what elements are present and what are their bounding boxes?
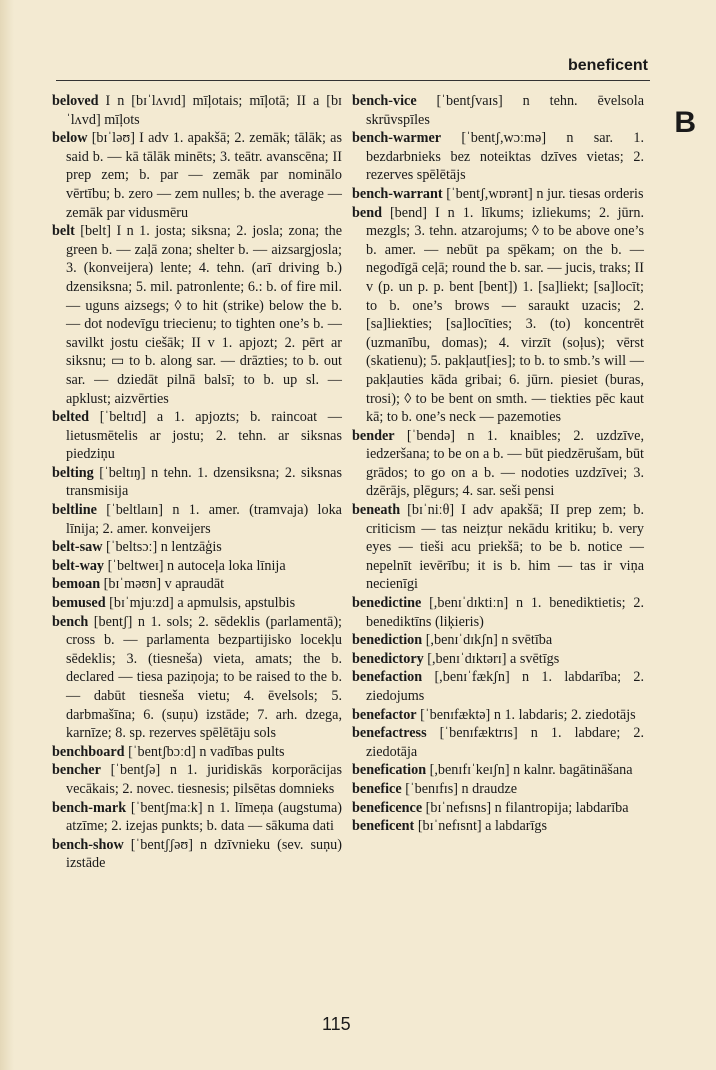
entry-headword: beloved	[52, 93, 99, 109]
entry-headword: bench-warmer	[352, 130, 442, 147]
dictionary-entry	[352, 92, 644, 129]
entry-headword: bencher	[52, 762, 101, 779]
entry-body: [bɪˈləʊ] I adv 1. apakšā; 2. zemāk; tālāk; as said b. — kā tālāk minēts; 3. teātr. avanscēna; II prep zem; b. par — zemāk par nominālo vērtību; b. zero — zem nulles; b. the average — zemāk par vidusmēru	[66, 130, 342, 221]
dictionary-entry	[52, 836, 342, 873]
entry-headword: belt-way	[52, 557, 105, 574]
entry-body: [ˈbeltɪd] a 1. apjozts; b. raincoat — lietusmētelis ar jostu; 2. tehn. ar siksnas piedziņu	[66, 409, 342, 463]
dictionary-entry	[352, 780, 644, 799]
dictionary-entry	[352, 650, 644, 669]
dictionary-entry	[352, 706, 644, 725]
dictionary-entry	[352, 724, 644, 761]
entry-headword: belt-saw	[52, 539, 103, 556]
left-column	[52, 92, 342, 873]
dictionary-entry	[352, 427, 644, 501]
dictionary-entry	[52, 557, 342, 576]
dictionary-entry	[52, 575, 342, 594]
entry-body: [ˈbeltɪŋ] n tehn. 1. dzensiksna; 2. siksnas transmisija	[66, 464, 342, 500]
entry-body: [,benɪˈdɪkʃn] n svētība	[422, 632, 553, 649]
entry-headword: beneath	[352, 502, 401, 519]
entry-headword: bender	[352, 427, 395, 444]
dictionary-entry	[352, 761, 644, 780]
dictionary-entry	[352, 799, 644, 818]
entry-headword: benefactor	[352, 706, 417, 723]
entry-body: [ˈbentʃ,wɒrənt] n jur. tiesas orderis	[442, 185, 644, 202]
entry-headword: bench-mark	[52, 799, 127, 816]
dictionary-entry	[52, 408, 342, 464]
entry-body: [ˈbeltweɪ] n autoceļa loka līnija	[104, 557, 286, 574]
dictionary-entry	[52, 761, 342, 798]
right-column	[352, 92, 644, 836]
dictionary-entry	[52, 538, 342, 557]
dictionary-entry	[52, 222, 342, 408]
entry-body: [ˈbentʃmaːk] n 1. līmeņa (augstuma) atzīme; 2. izejas punkts; b. data — sākuma dati	[66, 799, 342, 835]
entry-headword: benediction	[352, 632, 423, 649]
entry-headword: benefactress	[352, 725, 427, 742]
dictionary-entry	[52, 92, 342, 129]
entry-headword: benefication	[352, 762, 427, 779]
entry-headword: belted	[52, 409, 90, 426]
entry-headword: benedictory	[352, 650, 424, 667]
dictionary-entry	[52, 613, 342, 743]
entry-headword: beneficent	[352, 818, 415, 835]
entry-headword: beneficence	[352, 799, 423, 816]
entry-body: [ˈbentʃə] n 1. juridiskās korporācijas vecākais; 2. novec. tiesnesis; pilsētas domnieks	[66, 762, 342, 797]
dictionary-entry	[52, 594, 342, 613]
entry-headword: benefaction	[352, 669, 423, 686]
entry-body: I n [bɪˈlʌvɪd] mīļotais; mīļotā; II a [bɪˈlʌvd] mīļots	[66, 93, 342, 128]
entry-body: [ˈbenɪfæktə] n 1. labdaris; 2. ziedotājs	[416, 706, 636, 723]
header-rule	[56, 80, 650, 81]
dictionary-entry	[52, 129, 342, 222]
dictionary-entry	[52, 501, 342, 538]
page-binding-edge	[0, 0, 14, 1070]
dictionary-entry	[352, 129, 644, 185]
dictionary-entry	[352, 631, 644, 650]
dictionary-entry	[352, 594, 644, 631]
entry-headword: benchboard	[52, 743, 125, 760]
entry-body: [bɪˈniːθ] I adv apakšā; II prep zem; b. criticism — tas neizțur nekādu kritiku; b. very eyes — tieši acu priekšā; to be b. notice — nepelnīt ievērību; it is b. him — tas ir viņa necienīgi	[366, 502, 644, 593]
entry-headword: benedictine	[352, 595, 422, 612]
entry-headword: bench-warrant	[352, 185, 443, 202]
entry-headword: bench-vice	[352, 93, 417, 109]
dictionary-entry	[52, 799, 342, 836]
entry-body: [ˈbentʃ,wɔːmə] n sar. 1. bezdarbnieks bez noteiktas dzīves vietas; 2. rezerves spēlētājs	[366, 130, 644, 184]
entry-body: [bɪˈmjuːzd] a apmulsis, apstulbis	[105, 595, 296, 612]
entry-body: [bɪˈnefɪsns] n filantropija; labdarība	[422, 799, 629, 816]
page-number: 115	[322, 1014, 351, 1034]
entry-body: [bentʃ] n 1. sols; 2. sēdeklis (parlamentā); cross b. — parlamenta bezpartijisko locekļu sēdeklis; 3. (tiesneša) vieta, amats; the b. declared — tiesa paziņoja; to be raised to the b. — dabūt tiesneša vietu; 4. ēvelsols; 5. darbmašīna; 6. (suņu) izstāde; 7. arh. dzega, karnīze; 8. sp. rezerves spēlētāju sols	[66, 613, 342, 742]
entry-headword: bemused	[52, 595, 106, 612]
entry-headword: bemoan	[52, 576, 101, 593]
dictionary-entry	[52, 743, 342, 762]
entry-body: [,benɪfɪˈkeɪʃn] n kalnr. bagātināšana	[426, 762, 633, 779]
entry-headword: bench-show	[52, 836, 124, 853]
entry-headword: below	[52, 130, 88, 147]
entry-body: [ˈbenɪfɪs] n draudze	[401, 780, 518, 797]
entry-body: [ˈbeltsɔː] n lentzāģis	[102, 539, 222, 556]
guide-word: beneficent	[567, 57, 648, 74]
entry-body: [bɪˈməʊn] v apraudāt	[100, 576, 225, 593]
entry-body: [ˈbenɪfæktrɪs] n 1. labdare; 2. ziedotāja	[366, 725, 644, 760]
dictionary-entry	[352, 501, 644, 594]
dictionary-entry	[52, 464, 342, 501]
entry-body: [ˈbeltlaɪn] n 1. amer. (tramvaja) loka līnija; 2. amer. konveijers	[66, 502, 342, 537]
section-letter-tab: B	[674, 106, 696, 139]
dictionary-entry	[352, 204, 644, 427]
entry-body: [ˈbentʃvaɪs] n tehn. ēvelsola skrūvspīles	[366, 93, 644, 128]
entry-headword: beltline	[52, 502, 97, 519]
dictionary-entry	[352, 185, 644, 204]
entry-body: [,benɪˈfækʃn] n 1. labdarība; 2. ziedojums	[366, 669, 644, 704]
entry-headword: bend	[352, 204, 382, 221]
entry-body: [ˈbendə] n 1. knaibles; 2. uzdzīve, iedzeršana; to be on a b. — būt piedzērušam, būt grādos; to go on a b. — nodoties uzdzīvei; 3. dzērājs, plēgurs; 4. sar. seši pensi	[366, 427, 644, 500]
entry-body: [belt] I n 1. josta; siksna; 2. josla; zona; the green b. — zaļā zona; shelter b. — aizsargjosla; 3. (konveijera) lente; 4. tehn. (arī driving b.) dzensiksna; 5. mil. patronlente; 6.: b. of fire mil. — uguns aizsegs; ◊ to hit (strike) below the b. — dot nodevīgu triecienu; to tighten one’s b. — savilkt jostu ciešāk; II v 1. apjozt; 2. pērt ar siksnu; ▭ to b. along sar. — drāzties; to b. out sar. — dziedāt pilnā balsī; to b. up sl. — apklust; aizvērties	[66, 223, 342, 407]
entry-body: [ˈbentʃʃəʊ] n dzīvnieku (sev. suņu) izstāde	[66, 836, 342, 872]
entry-body: [,benɪˈdɪktiːn] n 1. benediktietis; 2. benediktīns (liķieris)	[366, 595, 644, 630]
entry-body: [ˈbentʃbɔːd] n vadības pults	[124, 743, 285, 760]
entry-body: [bɪˈnefɪsnt] a labdarīgs	[414, 818, 548, 835]
entry-headword: benefice	[352, 780, 402, 797]
entry-headword: belting	[52, 464, 94, 481]
entry-body: [bend] I n 1. līkums; izliekums; 2. jūrn. mezgls; 3. tehn. atzarojums; ◊ to be above one’s b. amer. — nebūt pa spēkam; on the b. — negodīgā ceļā; round the b. sar. — jucis, traks; II v (p. un p. p. bent [bent]) 1. [sa]liekt; [sa]locīt; to b. one’s brows — saraukt uzacis; 2. [sa]liekties; [sa]locīties; 3. (to) koncentrēt (uzmanību, domas); 4. virzīt (soļus); vērst (skatienu); 5. pakļaut[ies]; to b. to smb.’s will — pakļauties kāda gribai; 6. jūrn. piesiet (buras, trosi); ◊ to be bent on smth. — tiekties pēc kaut kā; to b. one’s neck — pazemoties	[366, 204, 644, 426]
dictionary-entry	[352, 668, 644, 705]
entry-headword: belt	[52, 223, 75, 240]
entry-body: [,benɪˈdɪktərɪ] a svētīgs	[423, 650, 560, 667]
dictionary-entry	[352, 817, 644, 836]
entry-headword: bench	[52, 613, 89, 630]
